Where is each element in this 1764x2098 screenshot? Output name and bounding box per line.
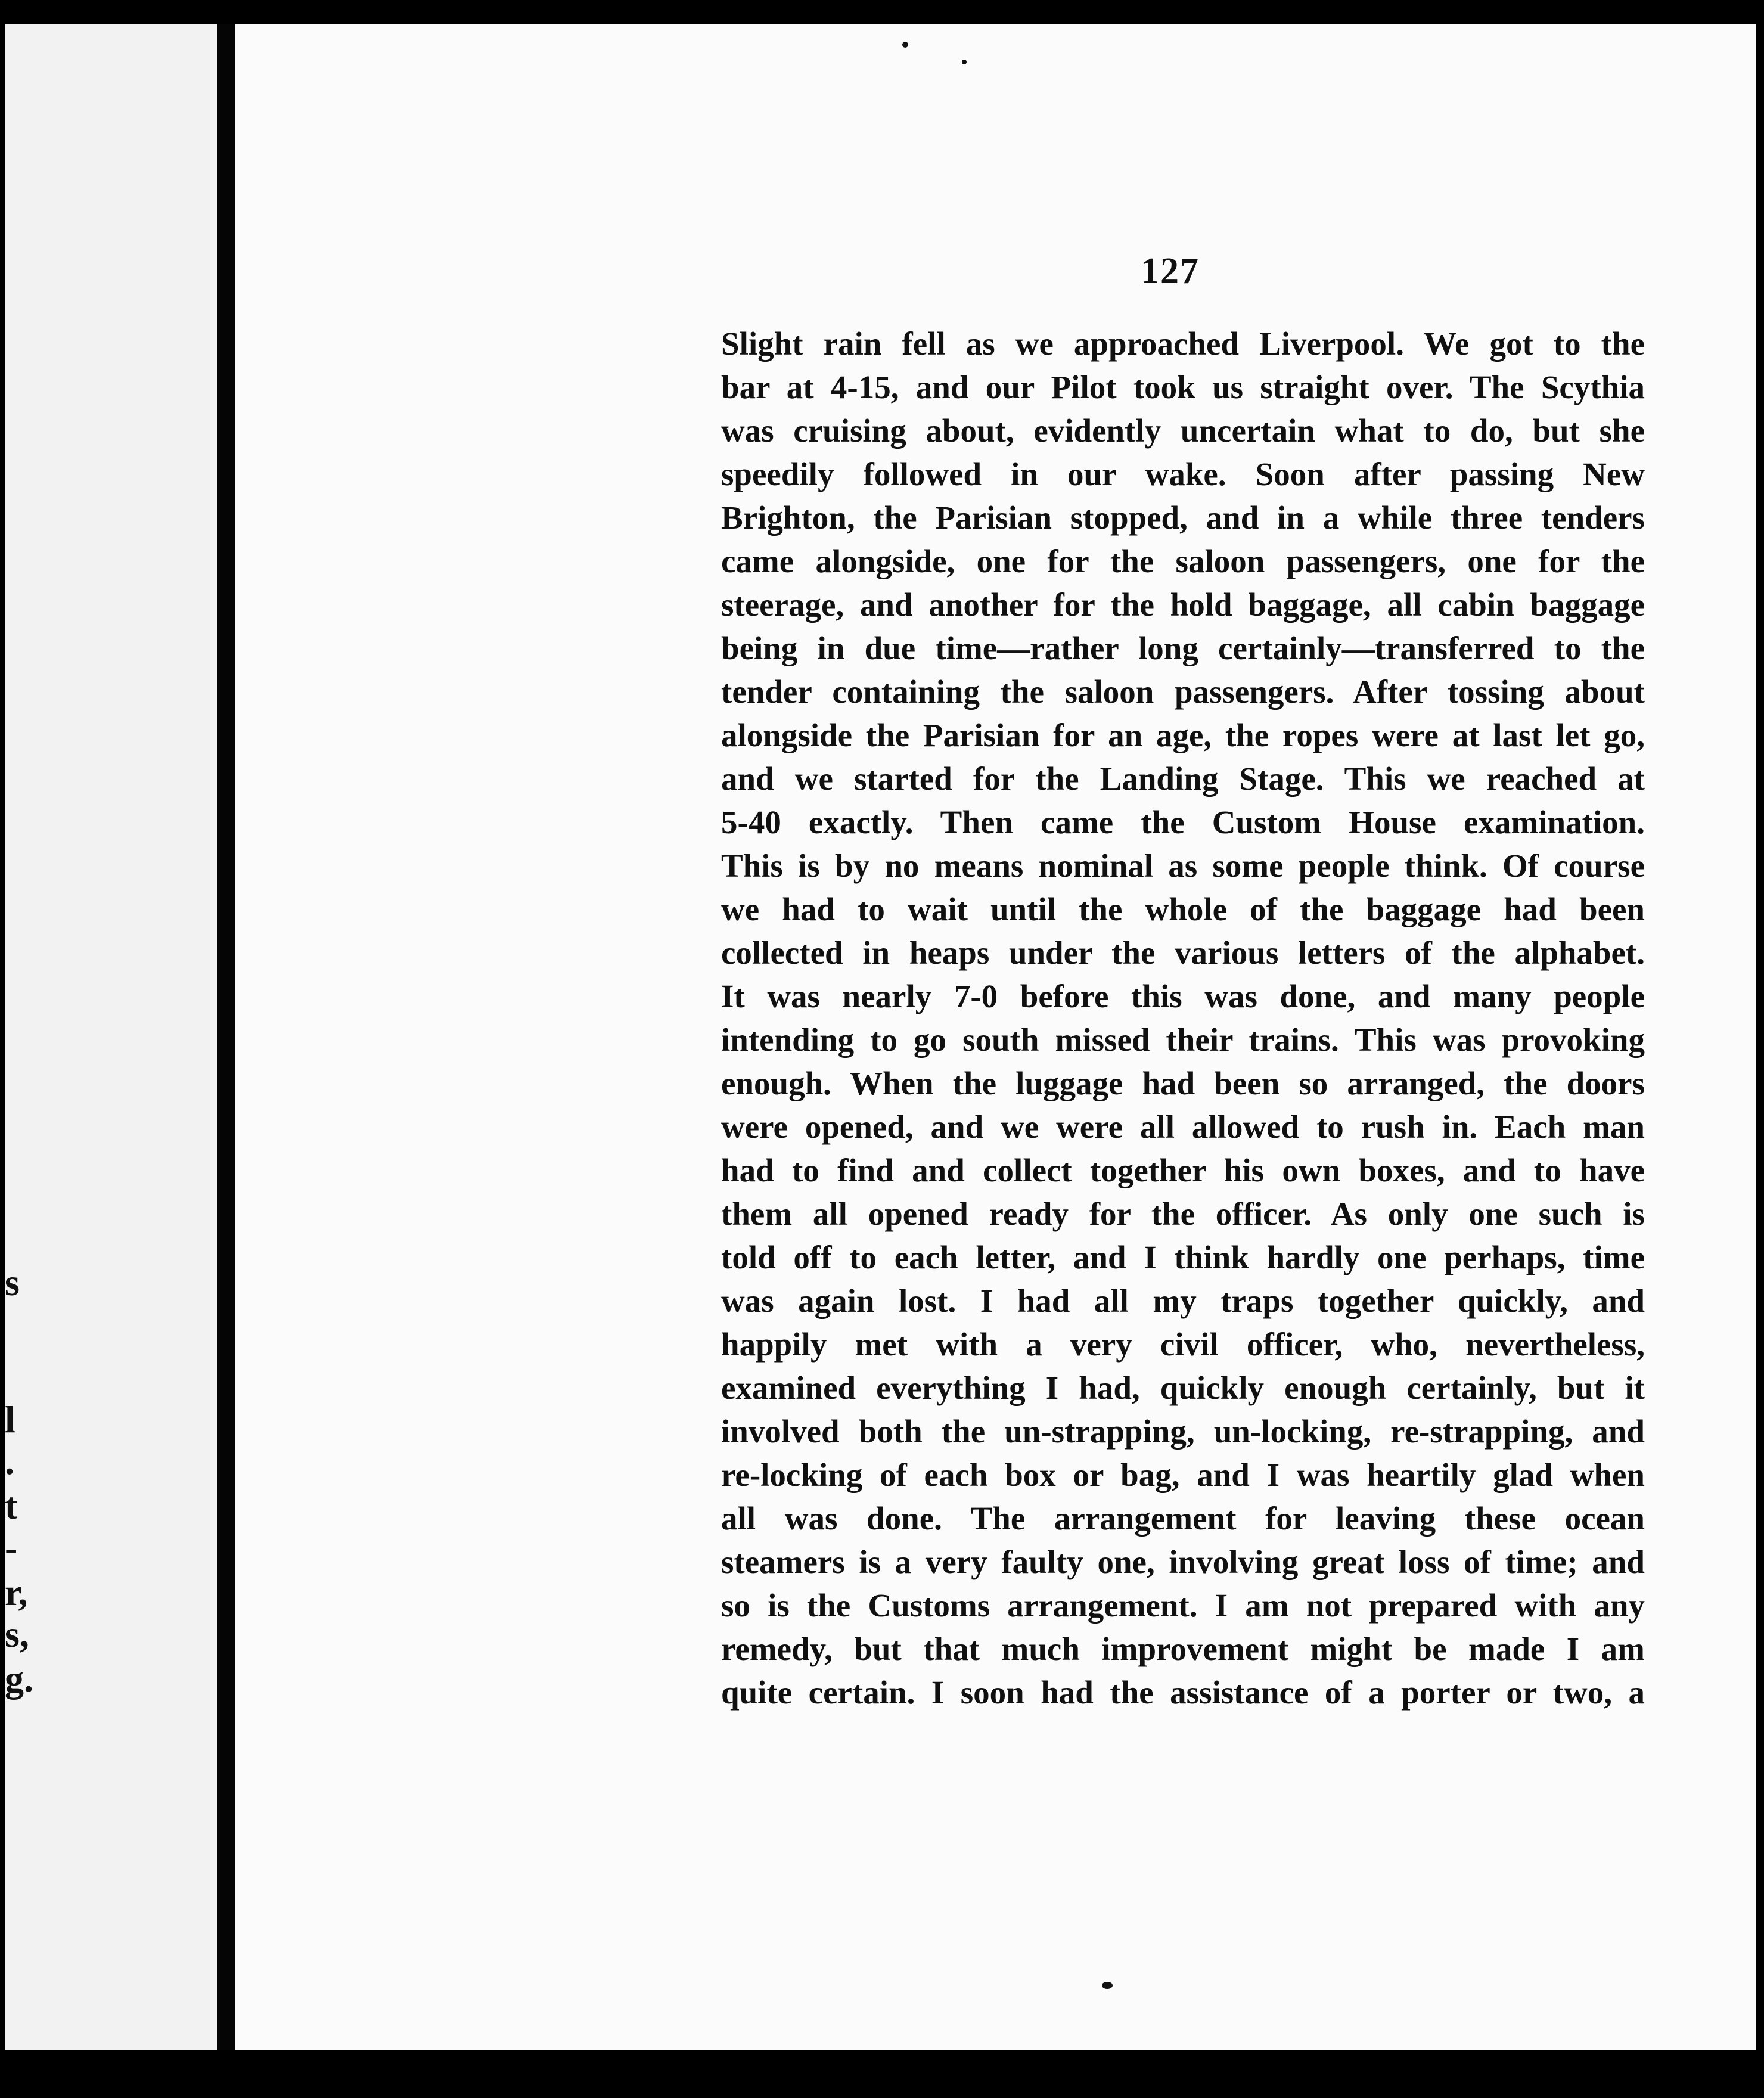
text-line: involved both the un-strapping, un-locking, re-strapping, and: [721, 1413, 1645, 1450]
margin-fragment: g.: [5, 1658, 33, 1700]
text-line: told off to each letter, and I think hardly one perhaps, time: [721, 1239, 1645, 1275]
text-line: had to find and collect together his own boxes, and to have: [721, 1152, 1645, 1188]
margin-fragment: s: [5, 1261, 20, 1304]
margin-fragment: r,: [5, 1571, 28, 1613]
body-text: [721, 322, 1645, 1714]
book-page: [235, 24, 1756, 2050]
text-line: all was done. The arrangement for leaving these ocean: [721, 1500, 1645, 1537]
text-line: examined everything I had, quickly enough certainly, but it: [721, 1370, 1645, 1406]
scan-border-right: [1756, 0, 1764, 2098]
margin-fragment: -: [5, 1526, 18, 1569]
text-line: speedily followed in our wake. Soon after passing New: [721, 456, 1645, 492]
text-line: bar at 4-15, and our Pilot took us straight over. The Scythia: [721, 369, 1645, 405]
text-line: quite certain. I soon had the assistance of a porter or two, a: [721, 1674, 1645, 1711]
text-line: happily met with a very civil officer, who, nevertheless,: [721, 1326, 1645, 1363]
text-line: were opened, and we were all allowed to rush in. Each man: [721, 1109, 1645, 1145]
text-line: Slight rain fell as we approached Liverpool. We got to the: [721, 325, 1645, 362]
text-line: and we started for the Landing Stage. This we reached at: [721, 761, 1645, 797]
text-line: It was nearly 7-0 before this was done, and many people: [721, 978, 1645, 1014]
margin-fragment: t: [5, 1485, 18, 1527]
text-line: we had to wait until the whole of the baggage had been: [721, 891, 1645, 927]
text-line: enough. When the luggage had been so arranged, the doors: [721, 1065, 1645, 1101]
text-line: intending to go south missed their trains. This was provoking: [721, 1022, 1645, 1058]
text-line: remedy, but that much improvement might be made I am: [721, 1631, 1645, 1667]
text-line: collected in heaps under the various letters of the alphabet.: [721, 935, 1645, 971]
text-line: being in due time—rather long certainly—transferred to the: [721, 630, 1645, 666]
text-line: them all opened ready for the officer. As only one such is: [721, 1196, 1645, 1232]
scan-border-bottom: [0, 2050, 1764, 2098]
text-line: This is by no means nominal as some people think. Of course: [721, 848, 1645, 884]
text-line: was cruising about, evidently uncertain what to do, but she: [721, 412, 1645, 449]
facing-page-edge: [5, 24, 217, 2050]
text-line: 5-40 exactly. Then came the Custom House examination.: [721, 804, 1645, 840]
scan-border-top: [0, 0, 1764, 24]
text-line: steerage, and another for the hold baggage, all cabin baggage: [721, 586, 1645, 623]
text-line: came alongside, one for the saloon passengers, one for the: [721, 543, 1645, 579]
text-line: was again lost. I had all my traps together quickly, and: [721, 1283, 1645, 1319]
scan-border-left: [0, 0, 5, 2098]
margin-fragment: s,: [5, 1613, 29, 1655]
text-line: alongside the Parisian for an age, the ropes were at last let go,: [721, 717, 1645, 753]
page-number: 127: [1141, 251, 1200, 291]
page-gutter: [217, 24, 235, 2050]
text-line: steamers is a very faulty one, involving great loss of time; and: [721, 1544, 1645, 1580]
text-line: tender containing the saloon passengers. After tossing about: [721, 674, 1645, 710]
margin-fragment: l: [5, 1398, 15, 1441]
text-line: re-locking of each box or bag, and I was heartily glad when: [721, 1457, 1645, 1493]
text-line: so is the Customs arrangement. I am not prepared with any: [721, 1587, 1645, 1624]
margin-fragment: .: [5, 1440, 14, 1482]
text-line: Brighton, the Parisian stopped, and in a while three tenders: [721, 499, 1645, 536]
